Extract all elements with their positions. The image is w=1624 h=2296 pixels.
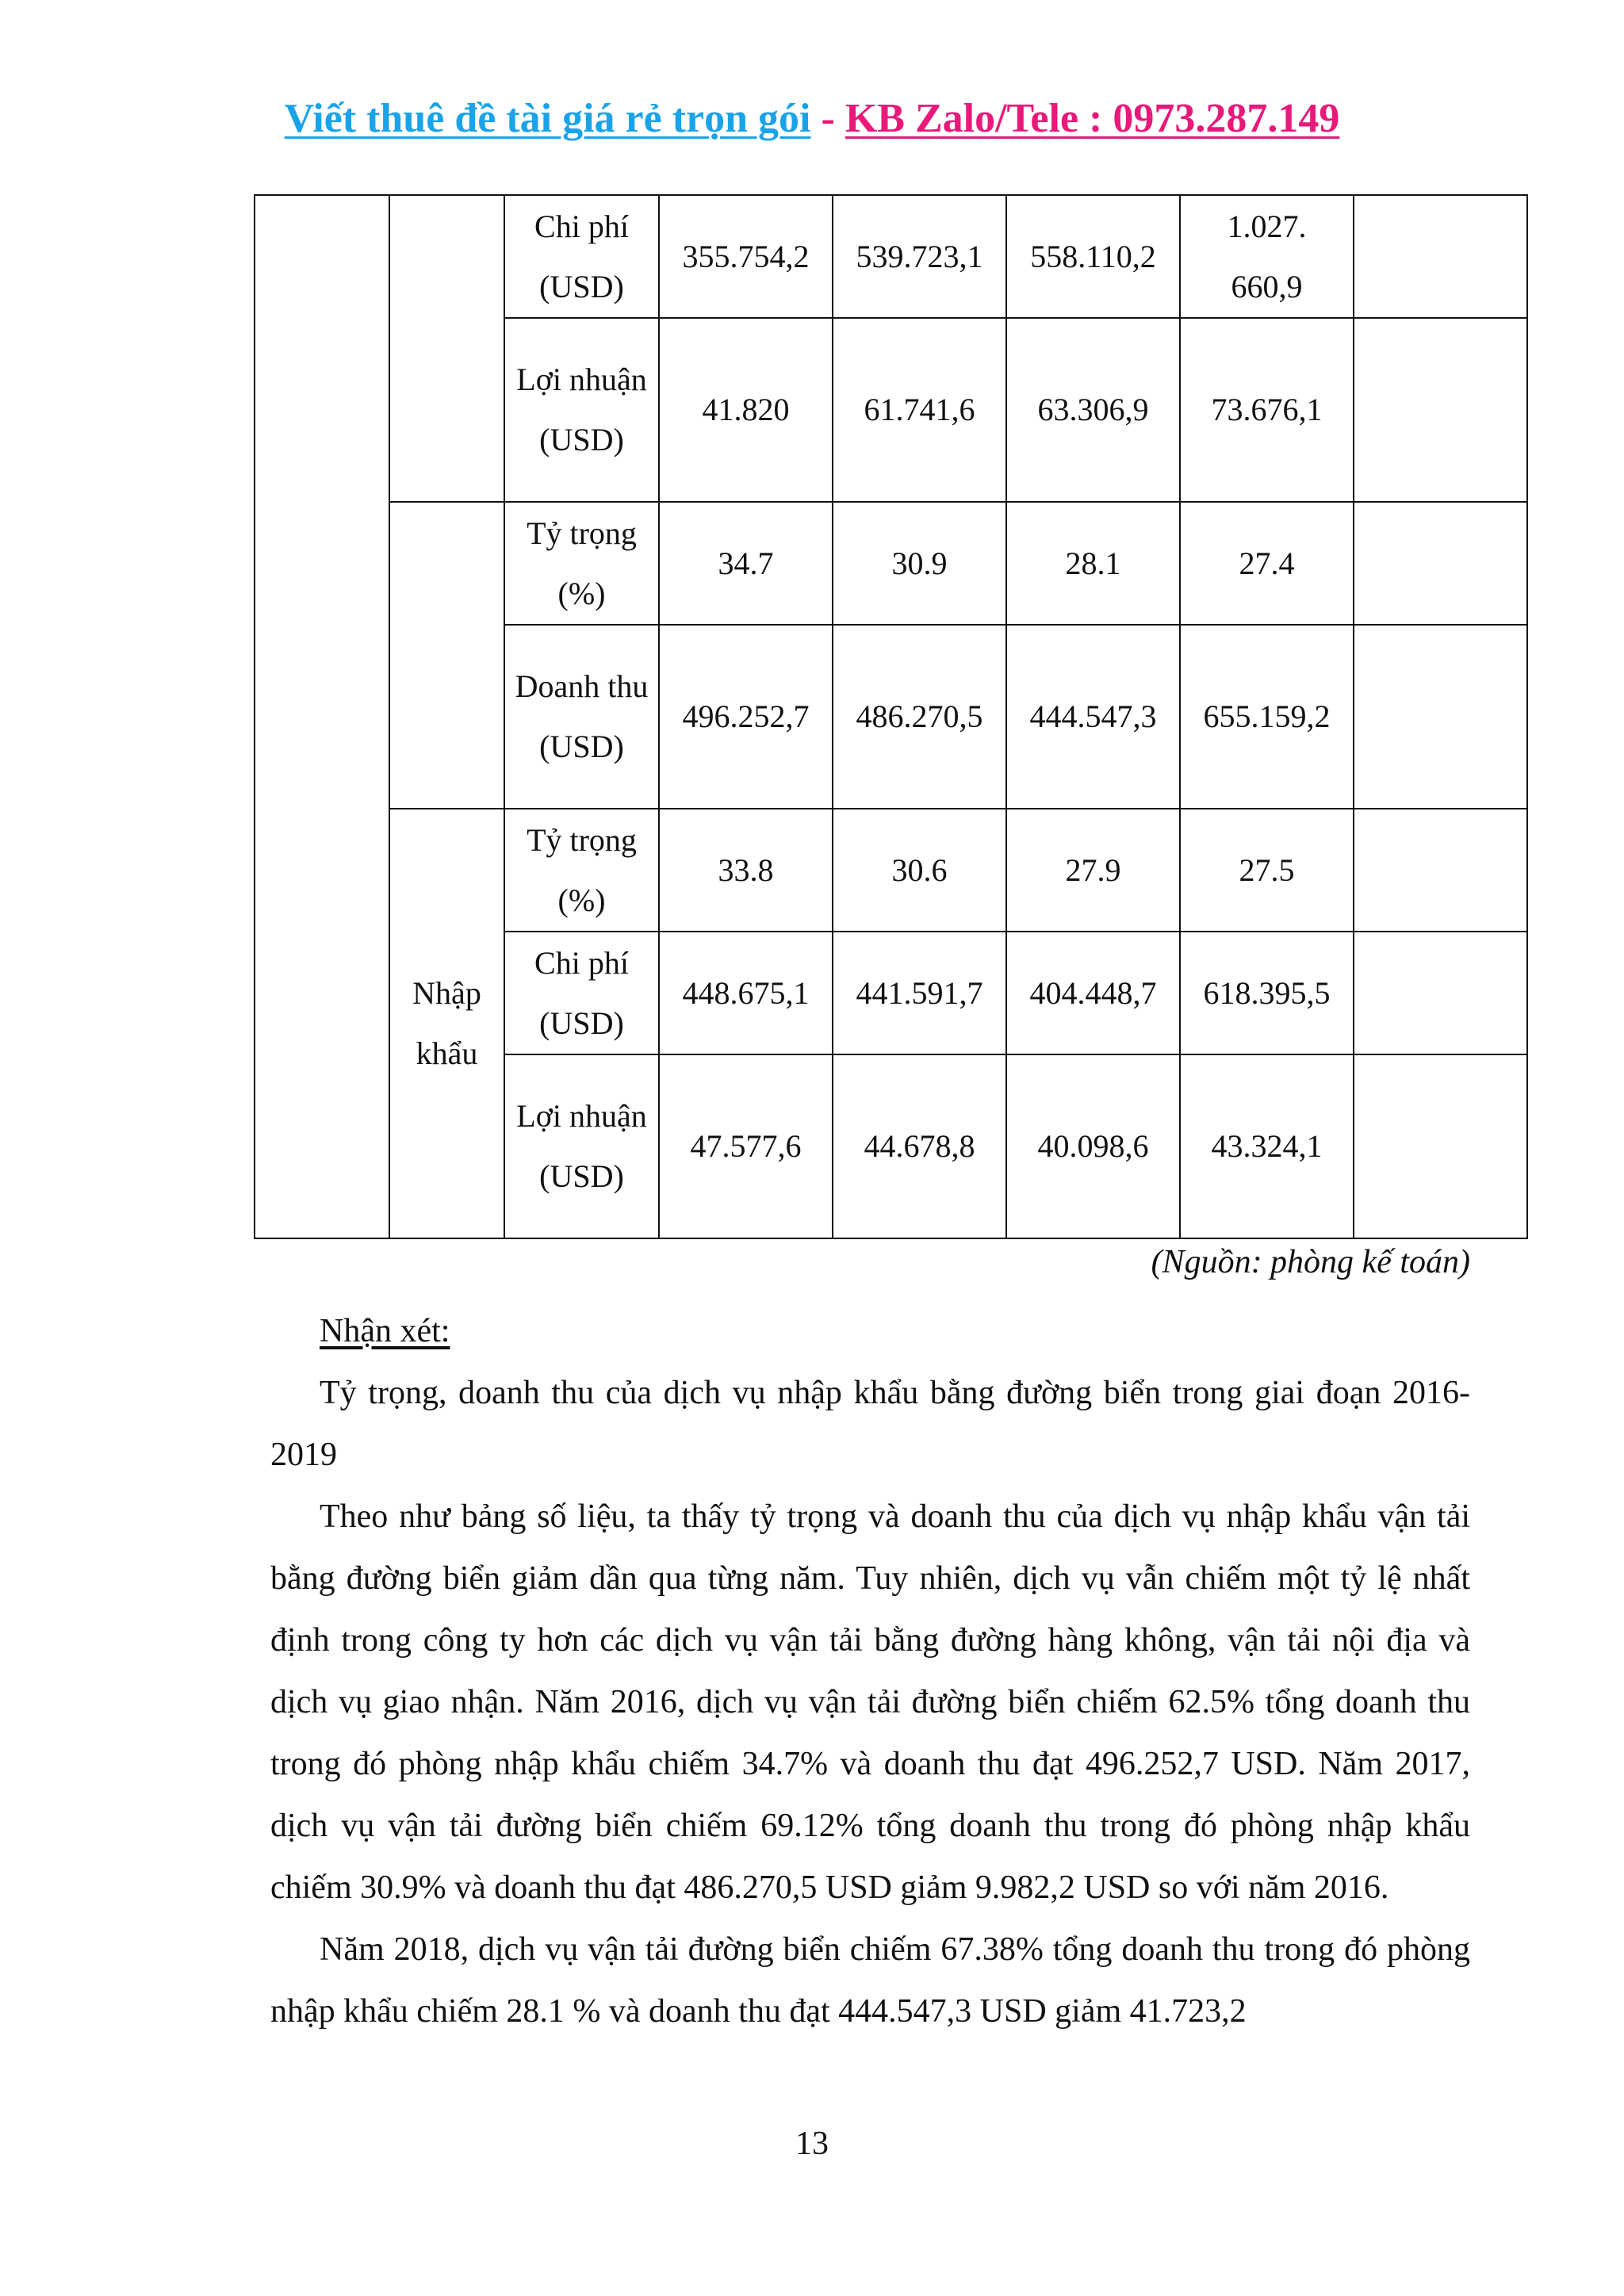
table-cell-empty: [1354, 318, 1527, 502]
comment-heading: Nhận xét:: [320, 1313, 450, 1349]
table-cell: 73.676,1: [1180, 318, 1354, 502]
table-cell: 355.754,2: [659, 195, 833, 318]
table-cell: 43.324,1: [1180, 1054, 1354, 1238]
table-cell-empty: [389, 195, 504, 502]
promo-link-service[interactable]: Viết thuê đề tài giá rẻ trọn gói: [284, 96, 811, 141]
table-cell: 444.547,3: [1006, 625, 1180, 809]
row-label: Tỷ trọng (%): [504, 502, 659, 625]
promo-banner[interactable]: [0, 95, 1624, 142]
table-cell-empty: [1354, 195, 1527, 318]
table-cell: 33.8: [659, 809, 833, 932]
paragraph: Năm 2018, dịch vụ vận tải đường biển chiếm 67.38% tổng doanh thu trong đó phòng nhập khẩu chiếm 28.1 % và doanh thu đạt 444.547,3 USD giảm 41.723,2: [270, 1931, 1470, 2030]
table-cell: 404.448,7: [1006, 932, 1180, 1054]
row-label: Tỷ trọng (%): [504, 809, 659, 932]
table-cell: 47.577,6: [659, 1054, 833, 1238]
table-cell: 40.098,6: [1006, 1054, 1180, 1238]
table-cell: 30.6: [833, 809, 1006, 932]
table-cell: 655.159,2: [1180, 625, 1354, 809]
row-label: Chi phí (USD): [504, 195, 659, 318]
comment-section: [270, 1300, 1470, 2042]
table-cell-empty: [1354, 1054, 1527, 1238]
table-row: [255, 502, 1527, 625]
revenue-table: [254, 194, 1528, 1239]
table-cell: 1.027.660,9: [1180, 195, 1354, 318]
table-cell: 28.1: [1006, 502, 1180, 625]
table-cell: 44.678,8: [833, 1054, 1006, 1238]
table-cell-empty: [389, 502, 504, 809]
table-cell: 539.723,1: [833, 195, 1006, 318]
table-cell: 558.110,2: [1006, 195, 1180, 318]
table-cell: 27.9: [1006, 809, 1180, 932]
paragraph: Theo như bảng số liệu, ta thấy tỷ trọng và doanh thu của dịch vụ nhập khẩu vận tải bằng đường biển giảm dần qua từng năm. Tuy nhiên, dịch vụ vẫn chiếm một tỷ lệ nhất định trong công ty hơn các dịch vụ vận tải bằng đường hàng không, vận tải nội địa và dịch vụ giao nhận. Năm 2016, dịch vụ vận tải đường biển chiếm 62.5% tổng doanh thu trong đó phòng nhập khẩu chiếm 34.7% và doanh thu đạt 496.252,7 USD. Năm 2017, dịch vụ vận tải đường biển chiếm 69.12% tổng doanh thu trong đó phòng nhập khẩu chiếm 30.9% và doanh thu đạt 486.270,5 USD giảm 9.982,2 USD so với năm 2016.: [270, 1498, 1470, 1906]
table-cell-empty: [1354, 625, 1527, 809]
table-cell: 27.4: [1180, 502, 1354, 625]
table-cell-empty: [1354, 809, 1527, 932]
page-number: 13: [795, 2126, 829, 2162]
table-cell: 41.820: [659, 318, 833, 502]
row-label: Lợi nhuận (USD): [504, 318, 659, 502]
table-row: [255, 809, 1527, 932]
table-cell: 496.252,7: [659, 625, 833, 809]
table-cell-empty: [1354, 932, 1527, 1054]
table-cell: 486.270,5: [833, 625, 1006, 809]
promo-link-contact[interactable]: KB Zalo/Tele : 0973.287.149: [845, 96, 1340, 141]
paragraph: Tỷ trọng, doanh thu của dịch vụ nhập khẩu bằng đường biển trong giai đoạn 2016-2019: [270, 1375, 1470, 1473]
source-note: (Nguồn: phòng kế toán): [1151, 1244, 1470, 1280]
table-cell-empty: [1354, 502, 1527, 625]
row-label: Lợi nhuận (USD): [504, 1054, 659, 1238]
row-label: Chi phí (USD): [504, 932, 659, 1054]
table-row: [255, 195, 1527, 318]
table-cell: 34.7: [659, 502, 833, 625]
table-cell: 27.5: [1180, 809, 1354, 932]
table-cell: 30.9: [833, 502, 1006, 625]
table-cell: 448.675,1: [659, 932, 833, 1054]
group-label: Nhập khẩu: [389, 809, 504, 1238]
table-cell: 61.741,6: [833, 318, 1006, 502]
table-cell: 63.306,9: [1006, 318, 1180, 502]
table-cell-empty: [255, 195, 389, 1238]
promo-separator: -: [810, 96, 845, 141]
table-cell: 441.591,7: [833, 932, 1006, 1054]
row-label: Doanh thu (USD): [504, 625, 659, 809]
table-cell: 618.395,5: [1180, 932, 1354, 1054]
